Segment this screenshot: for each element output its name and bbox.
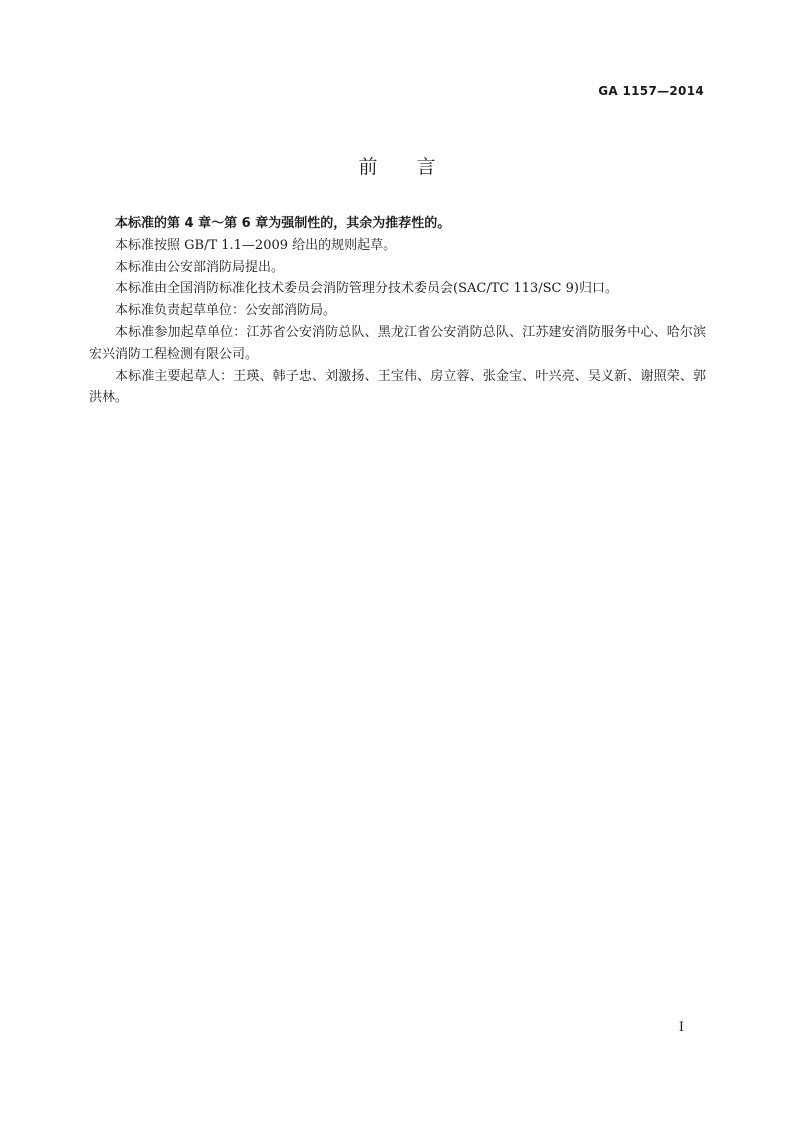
page-title: 前言 bbox=[358, 156, 475, 178]
foreword-body bbox=[89, 213, 706, 409]
paragraph-drafting-rules: 本标准按照 GB/T 1.1—2009 给出的规则起草。 bbox=[115, 237, 397, 253]
document-code: GA 1157—2014 bbox=[598, 84, 704, 98]
paragraph-proposer: 本标准由公安部消防局提出。 bbox=[115, 259, 285, 275]
paragraph-lead-drafting-unit: 本标准负责起草单位：公安部消防局。 bbox=[115, 303, 337, 319]
paragraph-main-drafters: 本标准主要起草人：王瑛、韩子忠、刘激扬、王宝伟、房立蓉、张金宝、叶兴亮、吴义新、谢照荣、郭洪林。 bbox=[89, 368, 706, 406]
page-number: I bbox=[678, 1020, 684, 1035]
paragraph-participating-units: 本标准参加起草单位：江苏省公安消防总队、黑龙江省公安消防总队、江苏建安消防服务中心、哈尔滨宏兴消防工程检测有限公司。 bbox=[89, 324, 706, 362]
paragraph-technical-committee: 本标准由全国消防标准化技术委员会消防管理分技术委员会(SAC/TC 113/SC 9)归口。 bbox=[115, 281, 618, 297]
paragraph-mandatory-clauses: 本标准的第 4 章～第 6 章为强制性的，其余为推荐性的。 bbox=[115, 216, 451, 231]
